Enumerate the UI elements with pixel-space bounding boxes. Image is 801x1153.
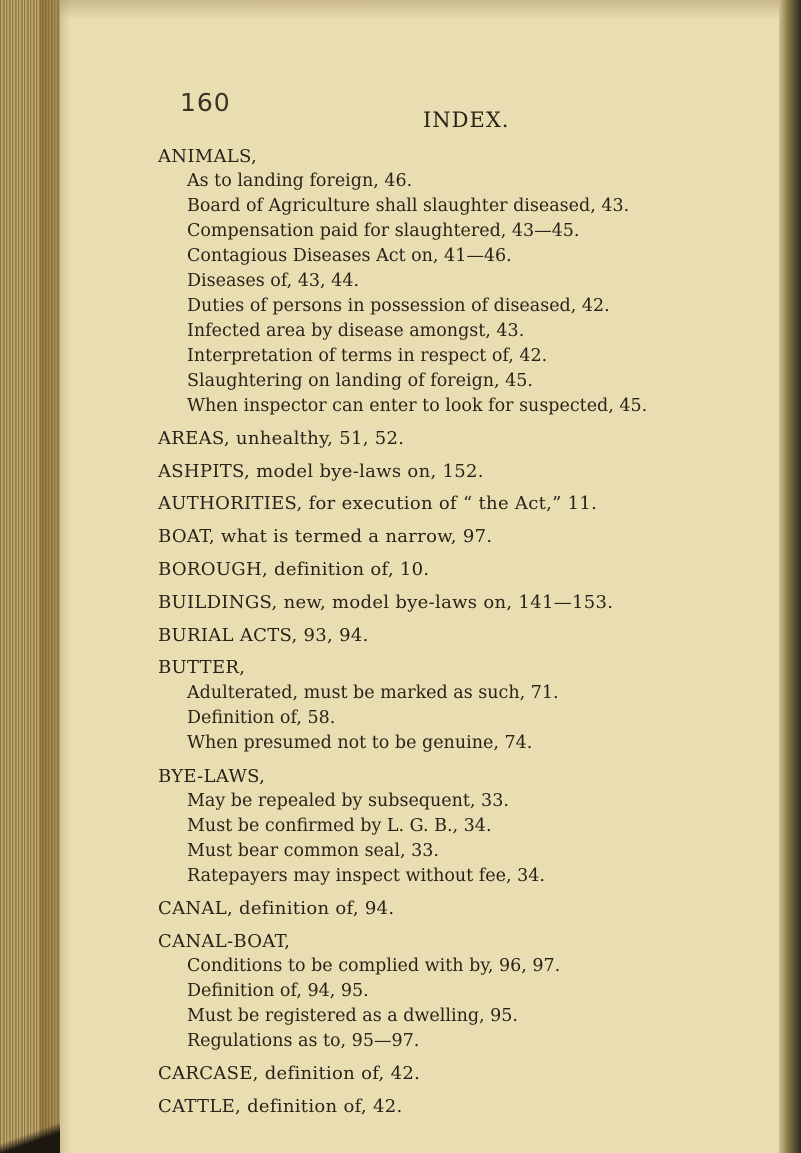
index-heading: BUTTER,: [158, 657, 246, 678]
index-subentry: As to landing foreign, 46.: [187, 171, 413, 191]
index-subentry: Adulterated, must be marked as such, 71.: [187, 683, 559, 703]
index-heading: ANIMALS,: [158, 146, 258, 167]
index-subentry: When presumed not to be genuine, 74.: [187, 733, 533, 753]
index-subentry: Must be registered as a dwelling, 95.: [187, 1006, 518, 1026]
index-subentry: Definition of, 58.: [187, 708, 336, 728]
index-subentry: Must bear common seal, 33.: [187, 841, 439, 861]
index-heading: BUILDINGS, new, model bye-laws on, 141—153.: [158, 592, 614, 613]
index-heading: ASHPITS, model bye-laws on, 152.: [158, 461, 484, 482]
index-heading: AUTHORITIES, for execution of “ the Act,” 11.: [158, 493, 598, 514]
index-subentry: Interpretation of terms in respect of, 42.: [187, 346, 548, 366]
index-subentry: Ratepayers may inspect without fee, 34.: [187, 866, 545, 886]
index-heading: BOAT, what is termed a narrow, 97.: [158, 526, 493, 547]
index-heading: CANAL-BOAT,: [158, 931, 291, 952]
index-heading: BOROUGH, definition of, 10.: [158, 559, 430, 580]
index-subentry: Regulations as to, 95—97.: [187, 1031, 420, 1051]
index-heading: AREAS, unhealthy, 51, 52.: [158, 428, 405, 449]
index-subentry: Duties of persons in possession of diseased, 42.: [187, 296, 610, 316]
index-subentry: Conditions to be complied with by, 96, 97.: [187, 956, 561, 976]
index-subentry: Diseases of, 43, 44.: [187, 271, 360, 291]
index-subentry: Definition of, 94, 95.: [187, 981, 369, 1001]
index-heading: CARCASE, definition of, 42.: [158, 1063, 421, 1084]
index-subentry: Slaughtering on landing of foreign, 45.: [187, 371, 533, 391]
page-header: INDEX.: [423, 108, 510, 132]
index-subentry: Infected area by disease amongst, 43.: [187, 321, 525, 341]
index-subentry: When inspector can enter to look for suspected, 45.: [187, 396, 648, 416]
index-heading: BURIAL ACTS, 93, 94.: [158, 625, 369, 646]
page-number: 160: [180, 88, 231, 117]
index-heading: BYE-LAWS,: [158, 766, 266, 787]
index-subentry: Compensation paid for slaughtered, 43—45.: [187, 221, 580, 241]
index-subentry: Must be confirmed by L. G. B., 34.: [187, 816, 492, 836]
index-subentry: Contagious Diseases Act on, 41—46.: [187, 246, 512, 266]
index-heading: CANAL, definition of, 94.: [158, 898, 395, 919]
index-heading: CATTLE, definition of, 42.: [158, 1096, 403, 1117]
index-subentry: May be repealed by subsequent, 33.: [187, 791, 509, 811]
index-subentry: Board of Agriculture shall slaughter diseased, 43.: [187, 196, 630, 216]
